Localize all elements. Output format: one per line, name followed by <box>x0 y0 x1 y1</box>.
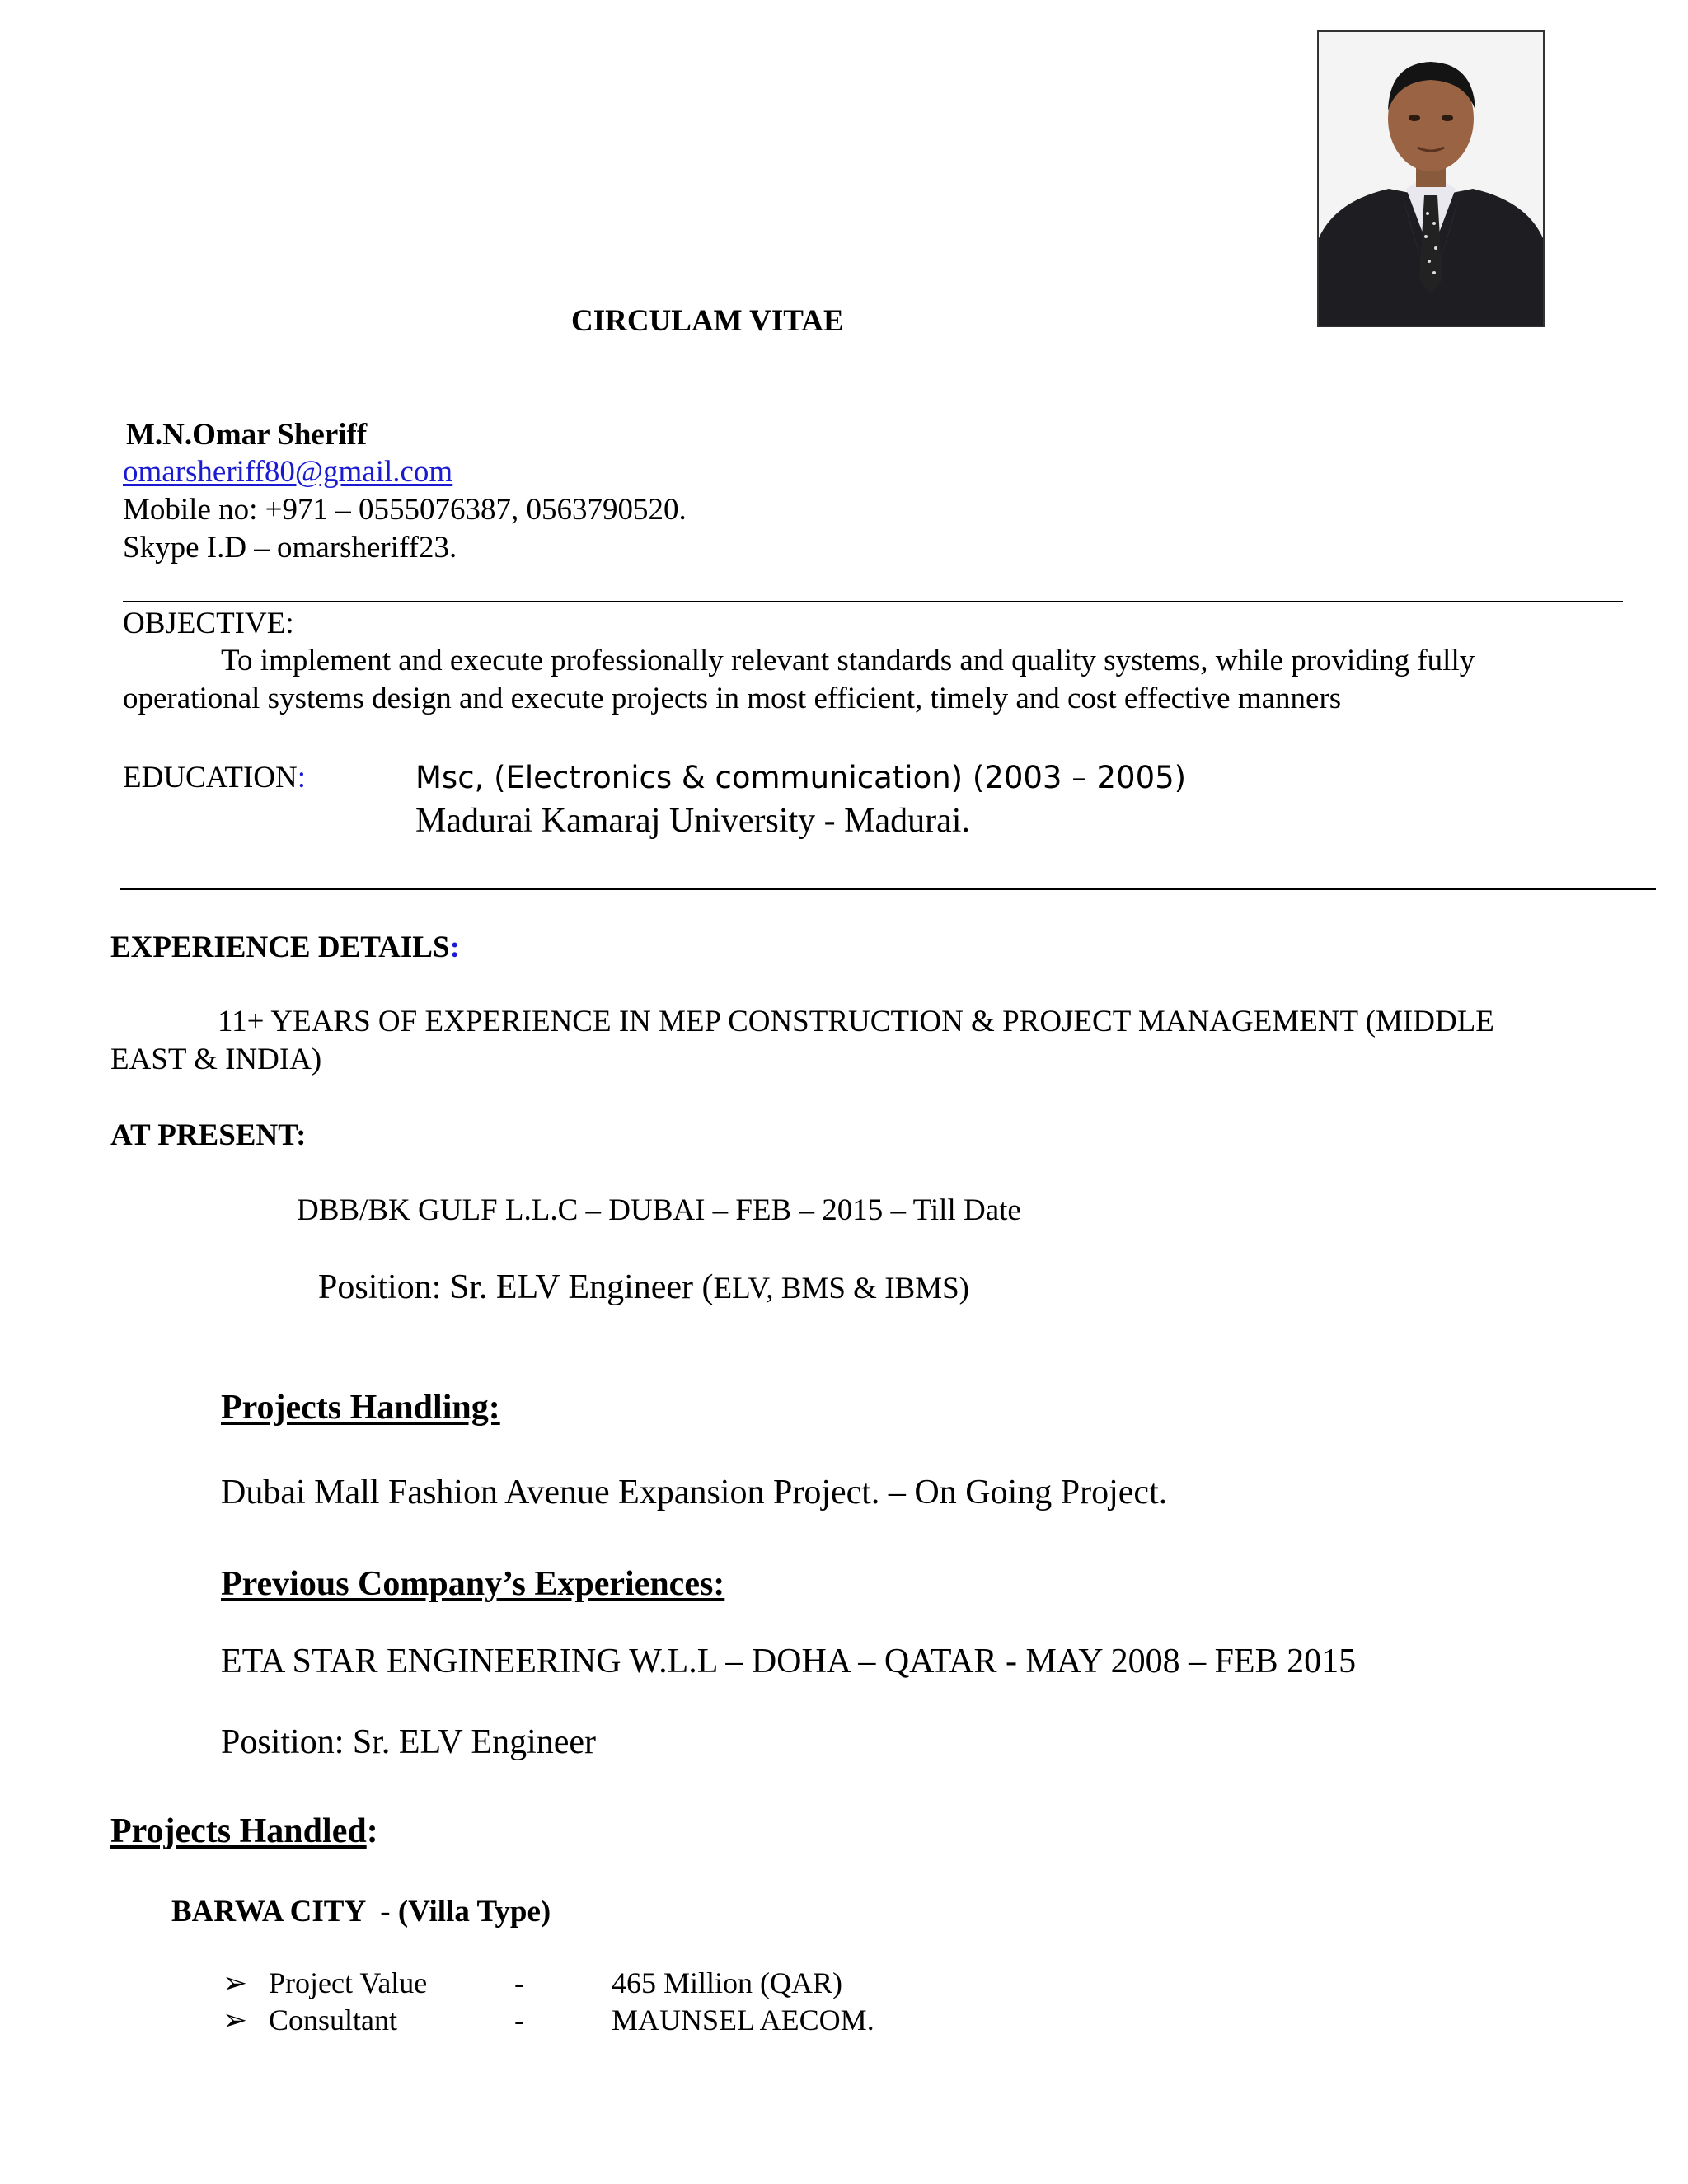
previous-company-heading: Previous Company’s Experiences: <box>221 1565 725 1603</box>
detail-value: MAUNSEL AECOM. <box>612 2004 874 2036</box>
projects-handled-colon: : <box>366 1812 378 1850</box>
bullet-arrow-icon: ➢ <box>223 1966 248 1999</box>
previous-position: Position: Sr. ELV Engineer <box>221 1723 597 1761</box>
experience-summary-line-2: EAST & INDIA) <box>110 1043 322 1076</box>
present-company: DBB/BK GULF L.L.C – DUBAI – FEB – 2015 – Till Date <box>297 1193 1021 1227</box>
education-degree: Msc, (Electronics & communication) (2003 – 2005) <box>415 760 1187 795</box>
candidate-name: M.N.Omar Sheriff <box>126 418 368 452</box>
previous-company: ETA STAR ENGINEERING W.L.L – DOHA – QATAR - MAY 2008 – FEB 2015 <box>221 1643 1357 1680</box>
experience-heading <box>110 930 460 965</box>
detail-separator: - <box>514 2004 524 2036</box>
divider-middle <box>120 888 1656 890</box>
present-heading: AT PRESENT: <box>110 1118 307 1152</box>
objective-heading: OBJECTIVE: <box>123 607 294 640</box>
objective-text-line-2: operational systems design and execute projects in most efficient, timely and cost effective manners <box>123 682 1342 715</box>
present-position-main: Position: Sr. ELV Engineer ( <box>318 1268 714 1306</box>
detail-value: 465 Million (QAR) <box>612 1966 843 1999</box>
education-heading-colon: : <box>297 761 306 794</box>
objective-text-line-1: To implement and execute professionally relevant standards and quality systems, while providing fully <box>221 644 1475 677</box>
profile-photo <box>1317 30 1545 327</box>
portrait-photo-icon <box>1319 32 1543 326</box>
experience-heading-colon: : <box>449 930 460 964</box>
current-project: Dubai Mall Fashion Avenue Expansion Project. – On Going Project. <box>221 1474 1168 1511</box>
detail-separator: - <box>514 1966 524 1999</box>
education-heading <box>123 760 306 795</box>
skype-id: Skype I.D – omarsheriff23. <box>123 531 457 565</box>
project-title: BARWA CITY - (Villa Type) <box>171 1895 551 1929</box>
projects-handled-label: Projects Handled <box>110 1812 367 1850</box>
education-heading-label: EDUCATION <box>123 761 298 794</box>
projects-handled-heading <box>110 1811 378 1851</box>
experience-summary-line-1: 11+ YEARS OF EXPERIENCE IN MEP CONSTRUCTION & PROJECT MANAGEMENT (MIDDLE <box>218 1005 1494 1038</box>
detail-label: Consultant <box>269 2004 398 2036</box>
divider-top <box>123 601 1623 602</box>
mobile-number: Mobile no: +971 – 0555076387, 0563790520. <box>123 493 687 527</box>
present-position <box>318 1268 969 1307</box>
present-position-detail: ELV, BMS & IBMS) <box>713 1272 970 1305</box>
detail-label: Project Value <box>269 1966 428 1999</box>
experience-heading-label: EXPERIENCE DETAILS <box>110 930 450 964</box>
education-university: Madurai Kamaraj University - Madurai. <box>415 802 970 840</box>
bullet-arrow-icon: ➢ <box>223 2004 248 2036</box>
projects-handling-heading: Projects Handling: <box>221 1389 500 1427</box>
email-link[interactable]: omarsheriff80@gmail.com <box>123 455 453 489</box>
document-title: CIRCULAM VITAE <box>571 304 844 338</box>
